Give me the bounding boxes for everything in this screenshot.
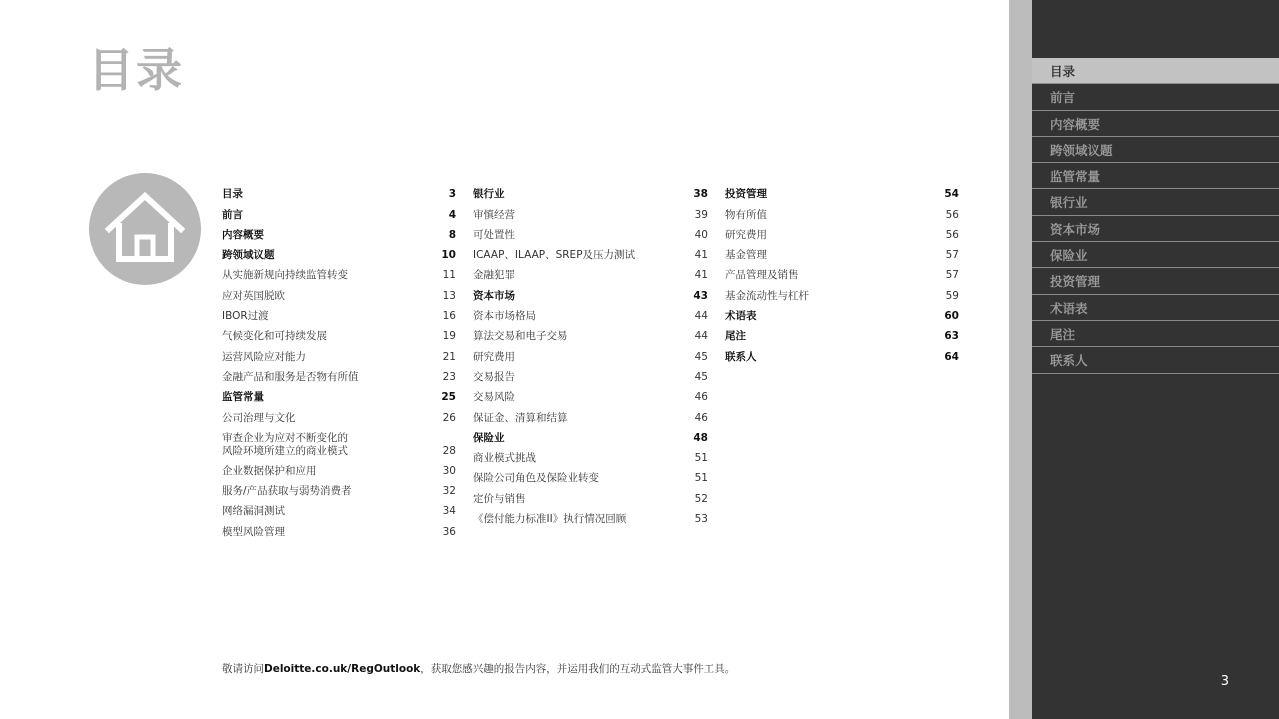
toc-entry-label: 模型风险管理 — [222, 525, 285, 538]
home-button[interactable] — [89, 173, 201, 285]
toc-entry-label: ICAAP、ILAAP、SREP及压力测试 — [473, 249, 636, 262]
toc-entry-label: 气候变化和可持续发展 — [222, 330, 327, 343]
toc-entry-link[interactable] — [222, 425, 456, 458]
toc-entry-link[interactable] — [473, 201, 708, 221]
toc-entry-link[interactable] — [473, 242, 708, 262]
toc-entry-link[interactable] — [725, 242, 959, 262]
toc-entry-label: 目录 — [222, 188, 243, 201]
toc-section-link[interactable] — [473, 181, 708, 201]
toc-entry-link[interactable] — [473, 343, 708, 363]
toc-entry-label: 前言 — [222, 208, 243, 221]
toc-entry-link[interactable] — [473, 384, 708, 404]
toc-entry-page: 64 — [944, 350, 959, 363]
toc-section-link[interactable] — [222, 384, 456, 404]
sidebar-nav-item[interactable]: 资本市场 — [1032, 216, 1279, 242]
toc-entry-page: 4 — [448, 208, 456, 221]
toc-entry-page: 43 — [693, 289, 708, 302]
toc-entry-label: 《偿付能力标准II》执行情况回顾 — [473, 513, 627, 526]
toc-entry-page: 21 — [442, 350, 456, 363]
toc-column-2 — [473, 181, 708, 526]
footer-prefix: 敬请访问 — [222, 663, 264, 675]
toc-section-link[interactable] — [725, 181, 959, 201]
toc-entry-page: 38 — [693, 188, 708, 201]
toc-section-link[interactable] — [222, 201, 456, 221]
sidebar-nav-item[interactable]: 前言 — [1032, 84, 1279, 110]
toc-entry-page: 41 — [694, 269, 708, 282]
toc-entry-label: 银行业 — [473, 188, 505, 201]
toc-entry-page: 28 — [442, 444, 456, 457]
footer-link[interactable]: Deloitte.co.uk/RegOutlook — [264, 663, 421, 675]
toc-entry-label: 联系人 — [725, 350, 757, 363]
toc-entry-link[interactable] — [473, 465, 708, 485]
sidebar-nav-item[interactable]: 内容概要 — [1032, 111, 1279, 137]
page-title: 目录 — [88, 43, 184, 97]
toc-entry-page: 34 — [442, 505, 456, 518]
toc-entry-link[interactable] — [222, 404, 456, 424]
toc-section-link[interactable] — [473, 282, 708, 302]
toc-entry-link[interactable] — [222, 343, 456, 363]
toc-entry-label: 研究费用 — [473, 350, 515, 363]
toc-entry-page: 41 — [694, 249, 708, 262]
footer-note — [222, 661, 735, 676]
toc-entry-link[interactable] — [725, 201, 959, 221]
toc-entry-label: 产品管理及销售 — [725, 269, 799, 282]
toc-entry-page: 52 — [694, 492, 708, 505]
sidebar-nav-item[interactable]: 监管常量 — [1032, 163, 1279, 189]
toc-entry-page: 13 — [442, 289, 456, 302]
toc-entry-page: 46 — [694, 391, 708, 404]
toc-entry-label: 运营风险应对能力 — [222, 350, 306, 363]
sidebar-strip — [1009, 0, 1032, 719]
toc-entry-page: 60 — [944, 310, 959, 323]
sidebar-nav-item[interactable]: 术语表 — [1032, 295, 1279, 321]
toc-entry-label: 保险公司角色及保险业转变 — [473, 472, 599, 485]
toc-section-link[interactable] — [725, 303, 959, 323]
toc-entry-page: 46 — [694, 411, 708, 424]
toc-entry-link[interactable] — [473, 222, 708, 242]
toc-entry-page: 44 — [694, 330, 708, 343]
toc-entry-label: 审慎经营 — [473, 208, 515, 221]
toc-entry-label: 尾注 — [725, 330, 746, 343]
sidebar-nav-item[interactable]: 联系人 — [1032, 347, 1279, 373]
toc-entry-link[interactable] — [473, 323, 708, 343]
toc-entry-label: 资本市场格局 — [473, 310, 536, 323]
toc-entry-label: 商业模式挑战 — [473, 452, 536, 465]
toc-entry-page: 56 — [945, 228, 959, 241]
toc-entry-label: 金融产品和服务是否物有所值 — [222, 370, 359, 383]
toc-entry-page: 57 — [945, 269, 959, 282]
toc-entry-link[interactable] — [222, 303, 456, 323]
sidebar-nav-item[interactable]: 投资管理 — [1032, 268, 1279, 294]
toc-entry-label: 保险业 — [473, 431, 505, 444]
toc-entry-link[interactable] — [473, 364, 708, 384]
toc-section-link[interactable] — [725, 323, 959, 343]
toc-entry-link[interactable] — [222, 518, 456, 538]
toc-entry-label: 审查企业为应对不断变化的 风险环境所建立的商业模式 — [222, 431, 348, 457]
toc-entry-label: 金融犯罪 — [473, 269, 515, 282]
page-number: 3 — [1220, 674, 1229, 689]
toc-entry-page: 10 — [441, 249, 456, 262]
toc-entry-label: 应对英国脱欧 — [222, 289, 285, 302]
toc-entry-label: 基金流动性与杠杆 — [725, 289, 809, 302]
footer-suffix: ，获取您感兴趣的报告内容，并运用我们的互动式监管大事件工具。 — [420, 663, 736, 675]
toc-entry-page: 51 — [694, 472, 708, 485]
sidebar-nav-item[interactable]: 跨领域议题 — [1032, 137, 1279, 163]
toc-entry-link[interactable] — [725, 262, 959, 282]
toc-entry-link[interactable] — [222, 364, 456, 384]
toc-entry-page: 3 — [448, 188, 456, 201]
sidebar-nav-item[interactable]: 尾注 — [1032, 321, 1279, 347]
toc-entry-page: 45 — [694, 350, 708, 363]
toc-section-link[interactable] — [222, 222, 456, 242]
toc-entry-label: 从实施新规向持续监管转变 — [222, 269, 348, 282]
toc-entry-link[interactable] — [725, 282, 959, 302]
toc-entry-page: 23 — [442, 370, 456, 383]
sidebar — [1032, 0, 1279, 719]
toc-entry-label: IBOR过渡 — [222, 310, 269, 323]
toc-entry-label: 交易风险 — [473, 391, 515, 404]
toc-entry-page: 54 — [944, 188, 959, 201]
toc-entry-label: 术语表 — [725, 310, 757, 323]
toc-entry-label: 资本市场 — [473, 289, 515, 302]
toc-entry-label: 跨领域议题 — [222, 249, 275, 262]
toc-entry-link[interactable] — [222, 262, 456, 282]
toc-entry-link[interactable] — [473, 303, 708, 323]
toc-entry-page: 44 — [694, 310, 708, 323]
sidebar-nav-item[interactable]: 保险业 — [1032, 242, 1279, 268]
toc-column-3 — [725, 181, 959, 364]
toc-entry-link[interactable] — [473, 506, 708, 526]
toc-section-link[interactable] — [222, 242, 456, 262]
sidebar-nav-item[interactable]: 银行业 — [1032, 189, 1279, 215]
toc-entry-label: 基金管理 — [725, 249, 767, 262]
toc-entry-label: 算法交易和电子交易 — [473, 330, 568, 343]
toc-entry-page: 32 — [442, 485, 456, 498]
toc-entry-page: 51 — [694, 452, 708, 465]
toc-entry-page: 56 — [945, 208, 959, 221]
toc-entry-link[interactable] — [473, 404, 708, 424]
toc-entry-page: 16 — [442, 310, 456, 323]
toc-entry-label: 投资管理 — [725, 188, 767, 201]
toc-entry-link[interactable] — [473, 262, 708, 282]
toc-column-1 — [222, 181, 456, 539]
toc-entry-label: 定价与销售 — [473, 492, 526, 505]
toc-entry-page: 8 — [448, 228, 456, 241]
home-icon — [89, 173, 201, 285]
toc-entry-link[interactable] — [222, 458, 456, 478]
toc-entry-page: 39 — [694, 208, 708, 221]
toc-entry-link[interactable] — [222, 282, 456, 302]
toc-entry-label: 公司治理与文化 — [222, 411, 296, 424]
toc-entry-link[interactable] — [222, 478, 456, 498]
toc-entry-page: 40 — [694, 228, 708, 241]
toc-entry-label: 研究费用 — [725, 228, 767, 241]
toc-entry-link[interactable] — [725, 222, 959, 242]
toc-entry-label: 企业数据保护和应用 — [222, 464, 317, 477]
toc-entry-label: 监管常量 — [222, 391, 264, 404]
toc-entry-label: 网络漏洞测试 — [222, 505, 285, 518]
toc-entry-page: 11 — [442, 269, 456, 282]
toc-entry-link[interactable] — [473, 445, 708, 465]
toc-entry-page: 59 — [945, 289, 959, 302]
toc-entry-link[interactable] — [473, 485, 708, 505]
toc-section-link[interactable] — [725, 343, 959, 363]
toc-entry-page: 25 — [441, 391, 456, 404]
toc-entry-page: 53 — [694, 513, 708, 526]
toc-entry-link[interactable] — [222, 498, 456, 518]
toc-entry-label: 内容概要 — [222, 228, 264, 241]
toc-entry-label: 服务/产品获取与弱势消费者 — [222, 485, 352, 498]
toc-section-link[interactable] — [473, 425, 708, 445]
toc-entry-page: 19 — [442, 330, 456, 343]
toc-entry-label: 物有所值 — [725, 208, 767, 221]
sidebar-nav — [1032, 58, 1279, 374]
toc-section-link[interactable] — [222, 181, 456, 201]
toc-entry-label: 保证金、清算和结算 — [473, 411, 568, 424]
toc-entry-page: 30 — [442, 464, 456, 477]
toc-entry-label: 交易报告 — [473, 370, 515, 383]
toc-entry-label: 可处置性 — [473, 228, 515, 241]
toc-entry-page: 45 — [694, 370, 708, 383]
toc-entry-page: 63 — [944, 330, 959, 343]
sidebar-nav-item[interactable]: 目录 — [1032, 58, 1279, 84]
toc-entry-page: 57 — [945, 249, 959, 262]
toc-entry-page: 36 — [442, 525, 456, 538]
toc-entry-link[interactable] — [222, 323, 456, 343]
toc-entry-page: 48 — [693, 431, 708, 444]
toc-entry-page: 26 — [442, 411, 456, 424]
